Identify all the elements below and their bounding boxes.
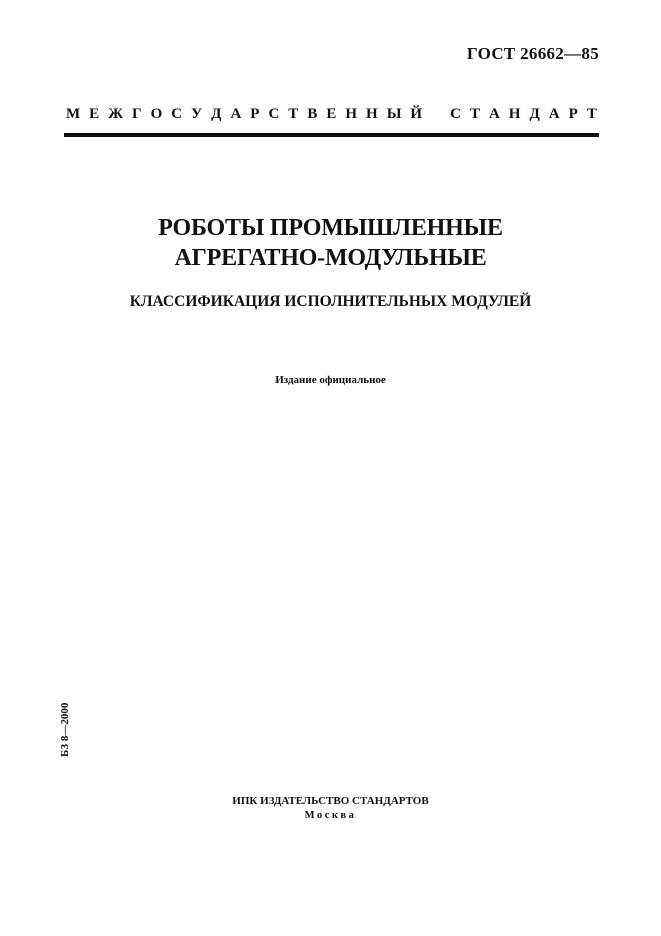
standard-type-letter: Н: [345, 106, 358, 122]
standard-type-letter: Г: [132, 106, 142, 122]
standard-type-letter: Т: [469, 106, 480, 122]
edition-label: Издание официальное: [275, 374, 386, 386]
document-title-line-1: РОБОТЫ ПРОМЫШЛЕННЫЕ: [158, 215, 503, 241]
standard-type-letter: Ж: [108, 106, 124, 122]
standard-type-letter: А: [488, 106, 500, 122]
standard-type-letter: Д: [529, 106, 540, 122]
standard-type-letter: А: [548, 106, 560, 122]
standard-type-letter: С: [171, 106, 183, 122]
standard-type-letter: Й: [410, 106, 423, 122]
standard-type-letter: Е: [326, 106, 337, 122]
standard-type-letter: Е: [89, 106, 100, 122]
standard-type-letter: У: [191, 106, 203, 122]
publisher-name: ИПК ИЗДАТЕЛЬСТВО СТАНДАРТОВ: [232, 795, 429, 807]
standard-type-letter: С: [268, 106, 280, 122]
standard-type-letter: Т: [586, 106, 597, 122]
standard-type-letter: Н: [508, 106, 521, 122]
standard-type-letter: Н: [366, 106, 378, 122]
standard-type-letter: Р: [250, 106, 260, 122]
standard-type-letter: Т: [288, 106, 299, 122]
document-title: [0, 213, 661, 273]
standard-type-letter: А: [230, 106, 242, 122]
word-gap: [431, 105, 441, 123]
document-title-line-2: АГРЕГАТНО-МОДУЛЬНЫЕ: [174, 245, 487, 271]
standard-type-heading: [66, 105, 597, 123]
standard-type-letter: Д: [211, 106, 222, 122]
side-code: БЗ 8—2000: [59, 702, 71, 757]
standard-type-letter: О: [150, 106, 163, 122]
gost-number: ГОСТ 26662—85: [466, 44, 599, 63]
publisher-city: Москва: [304, 810, 357, 821]
standard-type-letter: Ы: [386, 106, 402, 122]
standard-type-letter: М: [66, 106, 81, 122]
document-subtitle: КЛАССИФИКАЦИЯ ИСПОЛНИТЕЛЬНЫХ МОДУЛЕЙ: [129, 293, 532, 310]
header-divider: [64, 133, 599, 137]
standard-type-letter: С: [450, 106, 461, 122]
standard-type-letter: В: [307, 106, 318, 122]
standard-type-letter: Р: [568, 106, 578, 122]
